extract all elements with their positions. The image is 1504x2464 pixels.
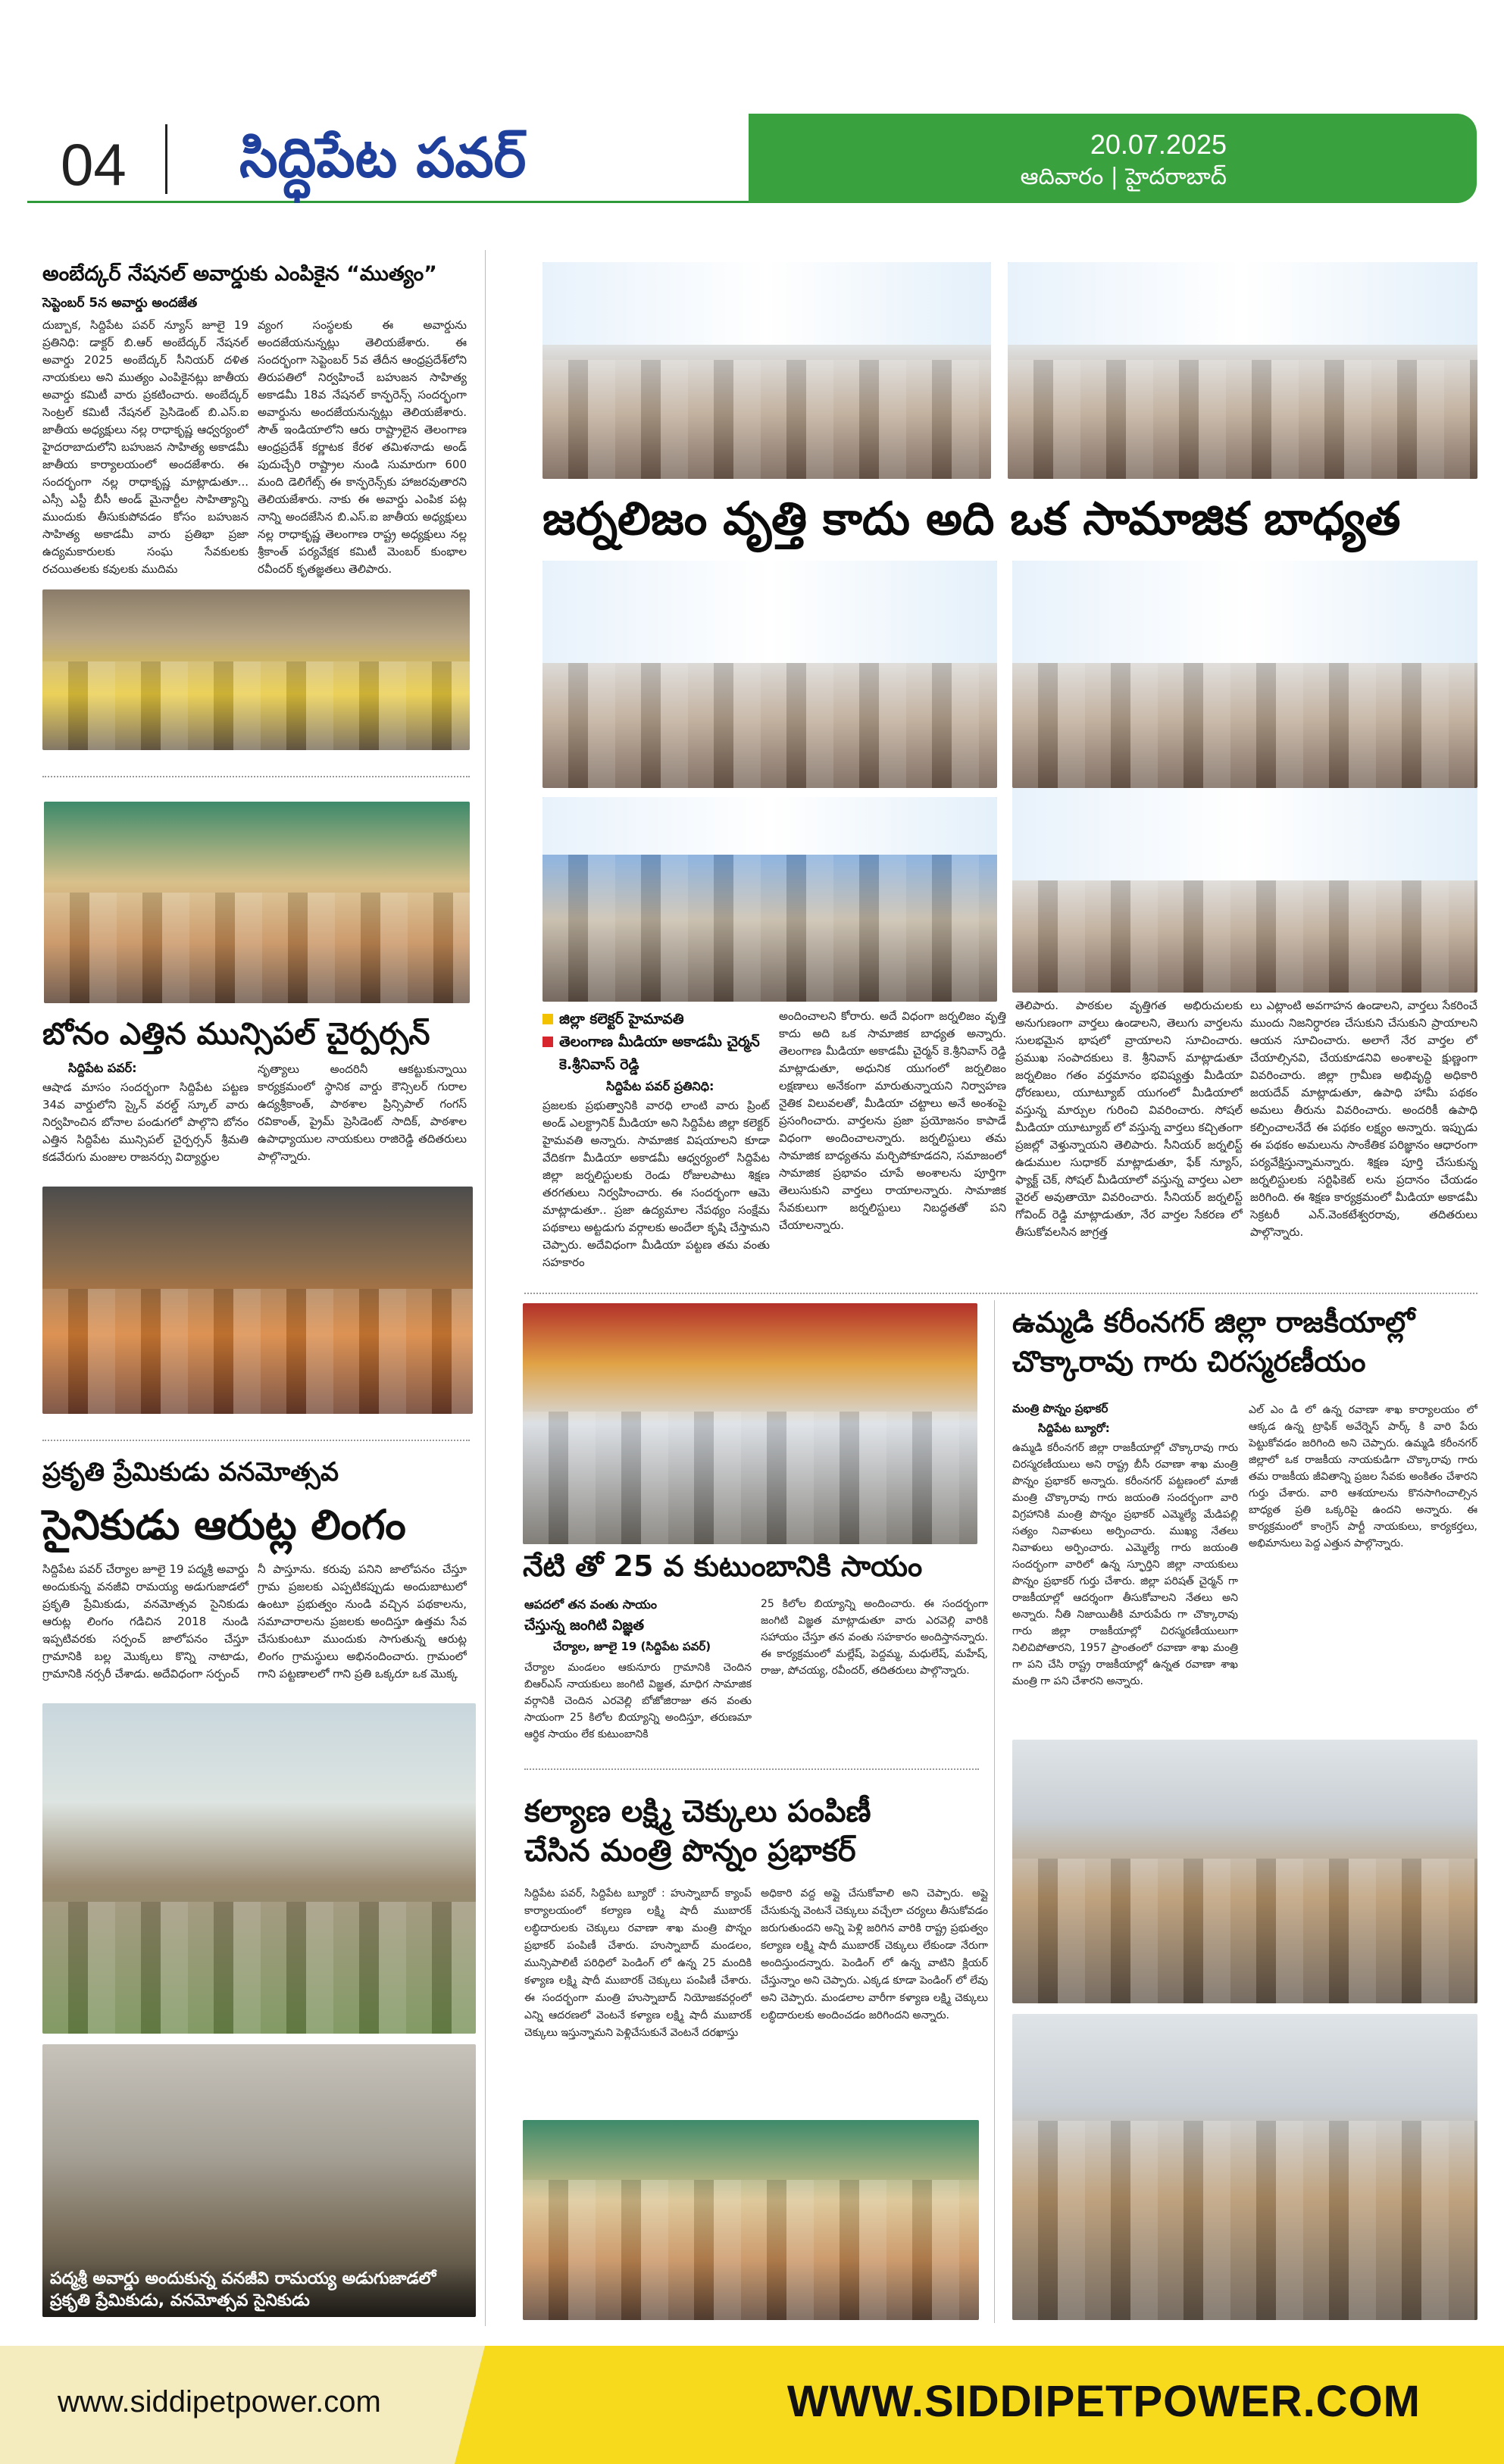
chokkarao-photo-1-people — [1012, 1859, 1477, 2003]
bonam-school-photo — [42, 1187, 473, 1414]
journalism-stage-banner-1 — [543, 262, 991, 345]
kalyana-headline-line2: చేసిన మంత్రి పొన్నం ప్రభాకర్ — [524, 1834, 856, 1868]
journalism-photo-4 — [1012, 561, 1477, 788]
masthead-separator — [165, 124, 167, 194]
column-rule — [485, 250, 486, 2326]
page-number: 04 — [61, 131, 127, 198]
help25-byline: చేర్యాల, జూలై 19 (సిద్దిపేట పవర్) — [553, 1640, 711, 1653]
bullet-icon — [543, 1014, 553, 1024]
chokkarao-photo-1 — [1012, 1740, 1477, 2003]
vanamahotsav-body-right: నీ పాస్తూను. కరువు పనిని జాలోపనం చేస్తూ గ్రామ ప్రజలకు ఎప్పటికప్పుడు అందుబాటులో ఉంటూ ప్రభుత్వం నుండి వచ్చిన పథకాలను, సమాచారాలను ప్రజలకు అందిస్తూ ఉత్తమ సేవ చేసుకుంటూ ముందుకు సాగుతున్న ఆరుట్ల లింగం గ్రామస్థులు అభినందించారు. గ్రామంలో గాని పట్టణాలలో గాని ప్రతి ఒక్కరూ ఒక మొక్క — [258, 1562, 467, 1681]
vanamahotsav-body-left: సిద్దిపేట పవర్ చేర్యాల జూలై 19 పద్మశ్రీ అవార్డు అందుకున్న వనజీవి రామయ్య అడుగుజాడలో ప్రకృతి ప్రేమికుడు, వనమోత్సవ సైనికుడు ఆరుట్ల లింగం గడిచిన 2018 నుండి ఇప్పటివరకు సర్పంచ్ జాలోపనం చేస్తూ గ్రామానికి బల్ల మొక్కలు కొన్ని నాటాడు, గ్రామానికి నర్సరీ చేశాడు. అదేవిధంగా సర్పంచ్ — [42, 1562, 249, 1681]
journalism-photo-3-banner — [543, 561, 997, 663]
ambedkar-photo-people — [42, 661, 470, 750]
divider — [42, 776, 470, 777]
journalism-captions — [543, 1008, 770, 1076]
chokkarao-photo-2-people — [1012, 2121, 1477, 2320]
masthead-left — [27, 114, 749, 203]
ambedkar-photo — [42, 589, 470, 750]
kalyana-headline-line1: కల్యాణ లక్ష్మి చెక్కులు పంపిణీ — [524, 1794, 871, 1829]
chokkarao-headline-line2: చొక్కారావు గారు చిరస్మరణీయం — [1012, 1345, 1366, 1378]
journalism-stage-banner-2 — [1008, 262, 1477, 345]
help25-subhead-1: ఆపదలో తన వంతు సాయం — [524, 1597, 657, 1612]
ambedkar-body-right: వ్యంగ సంస్థలకు ఈ అవార్డును అందజేయనున్నట్లు తెలియజేశారు. ఈ సందర్భంగా సెప్టెంబర్ 5వ తేదీన ఆంధ్రప్రదేశ్‌లోని తిరుపతిలో నిర్వహించే బహుజన సాహిత్య అకాడమీ 18వ నేషనల్ కాన్ఫరెన్స్ సందర్భంగా అవార్డును అందజేయనున్నట్లు తెలియజేశారు. సౌత్ ఇండియాలోని ఆరు రాష్ట్రాలైన తెలంగాణ ఆంధ్రప్రదేశ్ కర్ణాటక కేరళ తమిళనాడు అండ్ పుదుచ్చేరి రాష్ట్రాల నుండి సుమారుగా 600 మంది డెలిగేట్స్ ఈ కాన్ఫరెన్స్‌కు హాజరవుతారని తెలియజేశారు. నాకు ఈ అవార్డు ఎంపిక పట్ల నాన్ని అందజేసిన బి.ఎస్.ఐ జాతీయ అధ్యక్షులు నల్ల రాధాకృష్ణ తెలంగాణ రాష్ట్ర అధ్యక్షులు నల్ల శ్రీకాంత్ పర్యవేక్షక కమిటీ మెంబర్ కుంభాల రవీందర్ కృతజ్ఞతలు తెలిపారు. — [258, 318, 467, 576]
journalism-stage-photo-1 — [543, 262, 991, 479]
divider — [42, 1440, 470, 1441]
vanamahotsav-photo-ground — [42, 1902, 476, 2034]
journalism-byline: సిద్దిపేట పవర్ ప్రతినిధి: — [606, 1079, 714, 1093]
help25-photo — [523, 1303, 977, 1544]
journalism-photo-5-people — [1012, 880, 1477, 993]
bonam-body-left: ఆషాడ మాసం సందర్భంగా సిద్దిపేట పట్టణ 34వ వార్డులోని స్కైన్ వరల్డ్ స్కూల్ వారు నిర్వహించిన బోనాల పండుగలో పాల్గొని బోనం ఎత్తిన సిద్దిపేట మున్సిపల్ చైర్పర్సన్ శ్రీమతి కడవేరుగు మంజుల రాజనర్సు విద్యార్థుల — [42, 1080, 249, 1164]
journalism-col-2: అందించాలని కోరారు. అదే విధంగా జర్నలిజం వృత్తి కాదు అది ఒక సామాజిక బాధ్యత అన్నారు. తెలంగాణ మీడియా అకాడమీ చైర్మన్ కె.శ్రీనివాస్ రెడ్డి మాట్లాడుతూ, అధునిక యుగంలో జర్నలిజం లక్షణాలు అనేకంగా మారుతున్నాయని నిర్వాహణ నైతిక విలువలతో, మీడియా చట్టాలు అనే అంశంపై ప్రసంగించారు. వార్తలను ప్రజా ప్రయోజనం కాపాడే విధంగా అందించాలన్నారు. జర్నలిస్టులు తమ సామాజిక బాధ్యతను మర్చిపోకూడదని, సమాజంలో సామాజిక ప్రభావం చూపే అంశాలను పూర్తిగా తెలుసుకుని వార్తలు రాయాలన్నారు. సామాజిక సేవకులుగా జర్నలిస్టులు నిబద్ధతతో పని చేయాలన్నారు. — [779, 1009, 1006, 1232]
vanamahotsav-headline-line1: ప్రకృతి ప్రేమికుడు వనమోత్సవ — [42, 1457, 339, 1487]
kalyana-photo — [523, 2120, 979, 2320]
journalism-stage-photo-2 — [1008, 262, 1477, 479]
journalism-group-photo — [543, 797, 997, 1002]
journalism-photo-3-people — [543, 663, 997, 788]
journalism-photo-5-banner — [1012, 788, 1477, 880]
journalism-photo-4-banner — [1012, 561, 1477, 663]
chokkarao-byline: సిద్దిపేట బ్యూరో: — [1038, 1421, 1110, 1435]
footer-website-banner[interactable]: WWW.SIDDIPETPOWER.COM — [786, 2377, 1421, 2426]
kalyana-body-right: అధికారి వద్ద అప్లై చేసుకోవాలి అని చెప్పారు. అప్లై చేసుకున్న వెంటనే చెక్కులు వచ్చేలా చర్యలు తీసుకోవడం జరుగుతుందని అన్ని పెళ్లి జరిగిన వారికి రాష్ట్ర ప్రభుత్వం కల్యాణ లక్ష్మి షాదీ ముబారక్ చెక్కులు లేకుండా నేరుగా అందిస్తుందన్నారు. పెండింగ్ లో ఉన్న వాటిని క్లియర్ చేస్తున్నాం అని చెప్పారు. ఎక్కడ కూడా పెండింగ్ లో లేవు అని చెప్పారు. మండలాల వారీగా కళ్యాణ లక్ష్మి చెక్కులు లబ్ధిదారులకు అందించడం జరిగిందని అన్నారు. — [761, 1887, 988, 2022]
issue-date: 20.07.2025 — [1090, 129, 1227, 160]
bonam-byline: సిద్దిపేట పవర్: — [68, 1061, 137, 1075]
bonam-body-right: నృత్యాలు అందరినీ ఆకట్టుకున్నాయి కార్యక్రమంలో స్థానిక వార్డు కౌన్సిలర్ గురాల ఉద్యశ్రీకాంత్, పాఠశాల ప్రిన్సిపాల్ గంగస్ రవికాంత్, ప్రైమ్ ప్రెసిడెంట్ సాదిక్, పాఠశాల ఉపాధ్యాయుల నాయకులు రాజిరెడ్డి తదితరులు పాల్గొన్నారు. — [258, 1062, 467, 1163]
vanamahotsav-photo-caption: పద్మశ్రీ అవార్డు అందుకున్న వనజీవి రామయ్య అడుగుజాడలో ప్రకృతి ప్రేమికుడు, వనమోత్సవ సైనికుడు — [42, 2263, 476, 2317]
footer-website-link[interactable]: www.siddipetpower.com — [58, 2385, 381, 2419]
journalism-stage-people-2 — [1008, 360, 1477, 479]
divider — [524, 1768, 979, 1770]
journalism-headline: జర్నలిజం వృత్తి కాదు అది ఒక సామాజిక బాధ్యత — [543, 492, 1401, 546]
ambedkar-subhead: సెప్టెంబర్ 5న అవార్డు అందజేత — [42, 295, 198, 311]
bonam-photo-people — [44, 893, 470, 1003]
masthead — [27, 114, 1477, 203]
journalism-photo-5 — [1012, 788, 1477, 993]
column-rule — [994, 1300, 995, 2323]
caption-chairman-name: కె.శ్రీనివాస్ రెడ్డి — [559, 1056, 639, 1073]
caption-chairman: తెలంగాణ మీడియా అకాడమీ చైర్మన్ — [543, 1030, 770, 1053]
help25-body-right: 25 కిలోల బియ్యాన్ని అందించారు. ఈ సందర్భంగా జంగిటి విజ్ఞత మాట్లాడుతూ వారు ఎరవెల్లి వారికి సహాయం చేస్తూ తన వంతు సహకారం అందిస్తానన్నారు. ఈ కార్యక్రమంలో మల్లేష్, పెద్దమ్మ, మధులేష్, మహేష్, రాజు, పోచయ్య, రవీందర్, తదితరులు పాల్గొన్నారు. — [761, 1598, 988, 1677]
paper-name: సిద్ధిపేట పవర్ — [239, 126, 527, 189]
journalism-photo-4-people — [1012, 663, 1477, 788]
journalism-col-3: తెలిపారు. పాఠకుల వృత్తిగత అభిరుచులకు అనుగుణంగా వార్తలు ఉండాలని, తెలుగు వార్తలను సులభమైన భాషలో వ్రాయాలని సూచించారు. ప్రముఖ సంపాదకులు కె. శ్రీనివాస్ మాట్లాడుతూ జర్నలిజం గతం వర్తమానం భవిష్యత్తు మీడియా ధోరణులు, యూట్యూబ్ యుగంలో మీడియాలో వస్తున్న మార్పుల గురించి వివరించారు. సోషల్ మీడియా యూట్యూబ్ లో వస్తున్న వార్తలు కచ్చితంగా ప్రజల్లో వెళ్తున్నాయని తెలిపారు. సీనియర్ జర్నలిస్ట్ ఉడుముల సుధాకర్ మాట్లాడుతూ, ఫేక్ న్యూస్, ఫ్యాక్ట్ చెక్, సోషల్ మీడియాలో వస్తున్న వార్తలు ఎలా వైరల్ అవుతాయో వివరించారు. సీనియర్ జర్నలిస్ట్ గోవింద్ రెడ్డి మాట్లాడుతూ, నేర వార్తల సేకరణ లో తీసుకోవలసిన జాగ్రత్త — [1015, 999, 1243, 1239]
kalyana-photo-people — [523, 2180, 979, 2320]
chokkarao-subhead: మంత్రి పొన్నం ప్రభాకర్ — [1012, 1402, 1108, 1415]
journalism-stage-people-1 — [543, 360, 991, 479]
bonam-photo — [44, 802, 470, 1003]
journalism-group-people — [543, 855, 997, 1002]
vanamahotsav-photo — [42, 1703, 476, 2034]
masthead-right — [749, 114, 1477, 203]
help25-subhead-2: చేస్తున్న జంగిటి విజ్ఞత — [524, 1617, 645, 1634]
chokkarao-body-right: ఎల్ ఎం డి లో ఉన్న రవాణా శాఖ కార్యాలయం లో ఆక్కడ ఉన్న ట్రాఫిక్ అవేర్నెస్ పార్క్ కి వారి పేరు పెట్టుకోవడం జరిగింది అని చెప్పారు. ఉమ్మడి కరీంనగర్ జిల్లాలో ఒక రాజకీయ నాయకుడిగా చొక్కారావు గారు తమ రాజకీయ జీవితాన్ని ప్రజల సేవకు అంకితం చేశారని గుర్తు చేశారు. వారి ఆశయాలను కొనసాగించాల్సిన బాధ్యత ప్రతి ఒక్కరిపై ఉందని అన్నారు. ఈ కార్యక్రమంలో కాంగ్రెస్ పార్టీ నాయకులు, కార్యకర్తలు, అభిమానులు పెద్ద ఎత్తున పాల్గొన్నారు. — [1249, 1404, 1477, 1549]
chokkarao-headline-line1: ఉమ్మడి కరీంనగర్ జిల్లా రాజకీయాల్లో — [1012, 1305, 1415, 1339]
ambedkar-headline: అంబేద్కర్ నేషనల్ అవార్డుకు ఎంపికైన “ముత్యం” — [42, 262, 437, 286]
kalyana-body-left: సిద్దిపేట పవర్, సిద్దిపేట బ్యూరో : హుస్నాబాద్ క్యాంప్ కార్యాలయంలో కల్యాణ లక్ష్మి షాదీ ముబారక్ లబ్ధిదారులకు చెక్కులు రవాణా శాఖ మంత్రి పొన్నం ప్రభాకర్ పంపిణీ చేశారు. హుస్నాబాద్ మండలం, మున్సిపాలిటీ పరిధిలో పెండింగ్ లో ఉన్న 25 మందికి కళ్యాణ లక్ష్మి షాదీ ముబారక్ చెక్కులు పంపిణీ చేశారు. ఈ సందర్భంగా మంత్రి హుస్నాబాద్ నియోజకవర్గంలో ఎన్ని ఆదరణలో వెంటనే కళ్యాణ లక్ష్మి షాదీ ముబారక్ చెక్కులు ఇస్తున్నామని పెళ్లిచేసుకునే వెంటనే దరఖాస్తు — [524, 1887, 752, 2039]
journalism-col-4: లు ఎట్లాంటి అవగాహన ఉండాలని, వార్తలు సేకరించే ముందు నిజనిర్ధారణ చేసుకుని చేసుకుని ప్రాయాలని ఆయన సూచించారు. అలాగే నేర వార్తల లో చేయాల్సినవి, చేయకూడనివి అంశాలపై క్షుణ్ణంగా వివరించారు. జిల్లా గ్రామీణ అభివృద్ధి అధికారి జయదేవ్ మాట్లాడుతూ, ఉపాధి హామీ పథకం అమలు తీరును వివరించారు. అందరికీ ఉపాధి కల్పించాలనేదే ఈ పథకం లక్ష్యం అన్నారు. ఇప్పుడు ఈ పథకం అమలును సాంకేతిక పరిజ్ఞానం ఆధారంగా పర్యవేక్షిస్తున్నామన్నారు. శిక్షణ పూర్తి చేసుకున్న జర్నలిస్టులకు సర్టిఫికెట్ లను ప్రదానం చేయడం జరిగింది. ఈ శిక్షణ కార్యక్రమంలో మీడియా అకాడమీ సెక్రటరీ ఎన్.వెంకటేశ్వరరావు, తదితరులు పాల్గొన్నారు. — [1250, 999, 1477, 1239]
vanamahotsav-headline-line2: సైనికుడు ఆరుట్ల లింగం — [42, 1501, 406, 1549]
journalism-col-1: ప్రజలకు ప్రభుత్వానికి వారధి లాంటి వారు ప్రింట్ అండ్ ఎలక్ట్రానిక్ మీడియా అని సిద్దిపేట జిల్లా కలెక్టర్ హైమవతి అన్నారు. సామాజిక విషయాలని కూడా వేదికగా మీడియా అకాడమీ ఆధ్వర్యంలో సిద్దిపేట జిల్లా జర్నలిస్టులకు రెండు రోజులపాటు శిక్షణ తరగతులు నిర్వహించారు. ఈ సందర్భంగా ఆమె మాట్లాడుతూ.. ప్రజా ఉద్యమాల నేపథ్యం సంక్షేమ పథకాలు అట్టడుగు వర్గాలకు అందేలా కృషి చేస్తామని చెప్పారు. అదేవిధంగా మీడియా పట్టణ తమ వంతు సహకారం — [543, 1099, 770, 1269]
vanamahotsav-photo-2 — [42, 2044, 476, 2317]
help25-body-left: చేర్యాల మండలం ఆకునూరు గ్రామానికి చెందిన బిఆర్ఎస్ నాయకులు జంగిటి విజ్ఞత, మాధిగ సామాజిక వర్గానికి చెందిన ఎరవెల్లి బోజోజిరాజు తన వంతు సాయంగా 25 కిలోల బియ్యాన్ని అందిస్తూ, తరుణమా ఆర్థిక సాయం లేక కుటుంబానికి — [524, 1662, 752, 1740]
help25-headline: నేటి తో 25 వ కుటుంబానికి సాయం — [523, 1549, 923, 1583]
footer — [0, 2346, 1504, 2464]
bullet-icon — [543, 1037, 553, 1047]
issue-day-place: ఆదివారం | హైదరాబాద్ — [1020, 164, 1227, 190]
help25-photo-people — [523, 1412, 977, 1544]
chokkarao-photo-2 — [1012, 2014, 1477, 2320]
caption-collector: జిల్లా కలెక్టర్ హైమావతి — [543, 1008, 770, 1030]
journalism-photo-3 — [543, 561, 997, 788]
chokkarao-body-left: ఉమ్మడి కరీంనగర్ జిల్లా రాజకీయాల్లో చొక్కారావు గారు చిరస్మరణీయులు అని రాష్ట్ర బీసీ రవాణా శాఖ మంత్రి పొన్నం ప్రభాకర్ అన్నారు. కరీంనగర్ పట్టణంలో మాజీ మంత్రి చొక్కారావు గారు జయంతి సందర్భంగా వారి విగ్రహానికి మంత్రి పొన్నం ప్రభాకర్ ఎమ్మెల్యే మేడిపల్లి సత్యం నివాళులు అర్పించారు. ముఖ్య నేతలు నివాళులు అర్పించారు. ఎమ్మెల్యే గారు జయంతి సందర్భంగా వారిలో ఉన్న స్ఫూర్తిని జిల్లా నాయకులు పొన్నం ప్రభాకర్ గుర్తు చేశారు. జిల్లా పరిషత్ చైర్మన్ గా రాజకీయాల్లో ఆదర్శంగా తీసుకోవాలని నేతలు అని అన్నారు. నీతి నిజాయితీకి మారుపేరు గా చొక్కారావు గారు జిల్లా రాజకీయాల్లో చిరస్మరణీయులుగా నిలిచిపోతారని, 1957 ప్రాంతంలో రవాణా శాఖ మంత్రి గా పని చేసి రాష్ట్ర రాజకీయాల్లో ఉన్నత రవాణా శాఖ మంత్రి గా పని చేశారని అన్నారు. — [1012, 1442, 1238, 1687]
ambedkar-body-left: దుబ్బాక, సిద్దిపేట పవర్ న్యూస్ జూలై 19 ప్రతినిధి: డాక్టర్ బి.ఆర్ అంబేద్కర్ నేషనల్ అవార్డు 2025 అంబేద్కర్ సీనియర్ దళిత నాయకులు అని ముత్యం ఎంపికైనట్లు జాతీయ అవార్డు కమిటీ వారు ప్రకటించారు. అంబేద్కర్ సెంట్రల్ కమిటీ నేషనల్ ప్రెసిడెంట్ బి.ఎస్.ఐ జాతీయ అధ్యక్షులు నల్ల రాధాకృష్ణ ఆధ్వర్యంలో హైదరాబాదులోని బహుజన సాహిత్య అకాడమీ జాతీయ కార్యాలయంలో అందజేశారు. ఈ సందర్భంగా నల్ల రాధాకృష్ణ మాట్లాడుతూ... ఎస్సీ ఎస్టీ బీసీ అండ్ మైనార్టీల సాహిత్యాన్ని ముందుకు తీసుకుపోవడం కోసం బహుజన సాహిత్య అకాడమీ వారు ప్రతిభా ప్రజా ఉద్యమకారులకు సంఘ సేవకులకు రచయితలకు కవులకు ముదిమ — [42, 318, 249, 576]
divider — [524, 1293, 1477, 1294]
bonam-school-photo-people — [42, 1289, 473, 1414]
bonam-headline: బోనం ఎత్తిన మున్సిపల్ చైర్పర్సన్ — [42, 1017, 430, 1052]
journalism-group-banner — [543, 797, 997, 855]
